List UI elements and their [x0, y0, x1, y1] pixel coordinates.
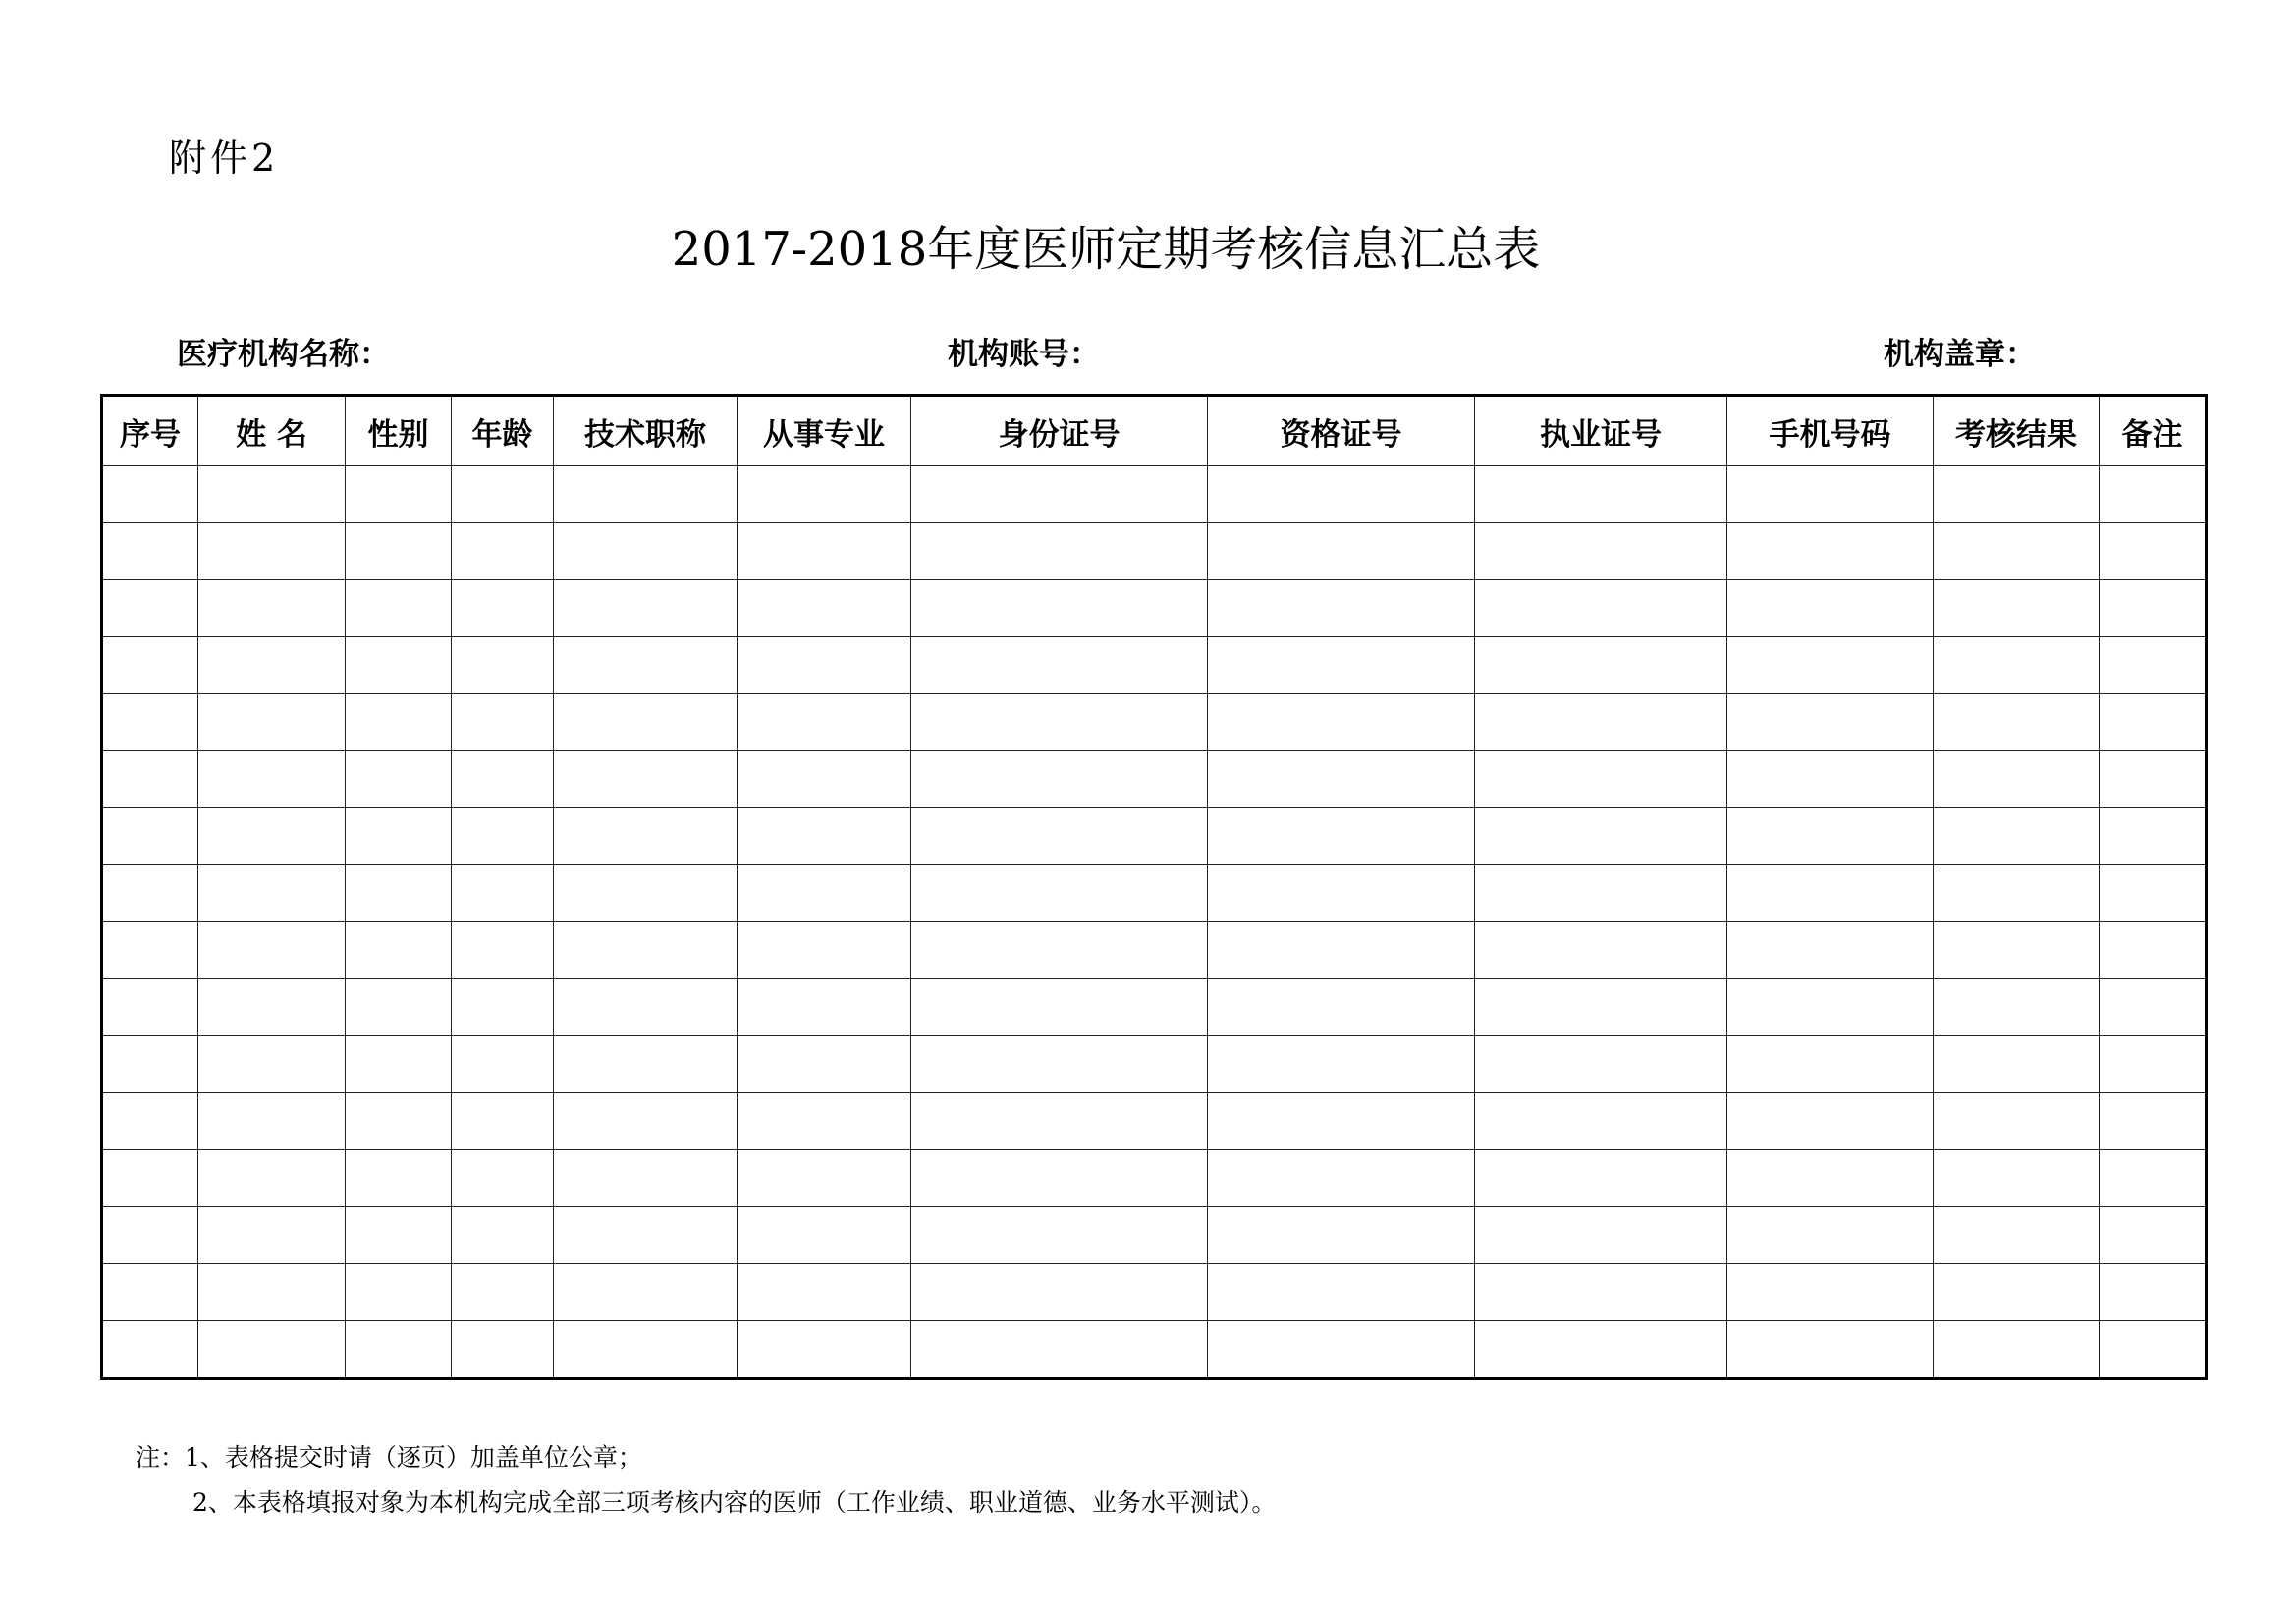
table-cell[interactable] [102, 694, 198, 751]
table-cell[interactable] [452, 808, 554, 865]
table-cell[interactable] [452, 466, 554, 523]
table-cell[interactable] [554, 1207, 738, 1264]
table-cell[interactable] [346, 694, 452, 751]
header-gender: 性别 [346, 396, 452, 466]
table-cell[interactable] [1934, 1264, 2100, 1321]
table-row [102, 1036, 2207, 1093]
table-cell[interactable] [102, 1321, 198, 1379]
table-row [102, 1150, 2207, 1207]
table-cell[interactable] [554, 1036, 738, 1093]
table-cell[interactable] [738, 751, 911, 808]
table-cell[interactable] [1934, 1150, 2100, 1207]
table-cell[interactable] [1934, 1036, 2100, 1093]
table-cell[interactable] [554, 1264, 738, 1321]
table-cell[interactable] [1934, 865, 2100, 922]
table-cell[interactable] [346, 751, 452, 808]
table-cell[interactable] [738, 694, 911, 751]
table-cell[interactable] [2100, 1036, 2207, 1093]
table-cell[interactable] [1208, 1093, 1475, 1150]
table-cell[interactable] [2100, 694, 2207, 751]
table-cell[interactable] [911, 808, 1208, 865]
table-cell[interactable] [1208, 751, 1475, 808]
table-row [102, 637, 2207, 694]
table-cell[interactable] [102, 580, 198, 637]
table-cell[interactable] [1727, 1264, 1934, 1321]
table-cell[interactable] [1934, 523, 2100, 580]
table-cell[interactable] [198, 865, 346, 922]
table-row [102, 580, 2207, 637]
table-cell[interactable] [738, 637, 911, 694]
header-practice-cert: 执业证号 [1475, 396, 1727, 466]
table-cell[interactable] [738, 865, 911, 922]
table-cell[interactable] [102, 751, 198, 808]
table-header-row [102, 396, 2207, 466]
table-cell[interactable] [1208, 580, 1475, 637]
table-cell[interactable] [1727, 979, 1934, 1036]
table-cell[interactable] [1475, 466, 1727, 523]
table-cell[interactable] [452, 865, 554, 922]
table-cell[interactable] [198, 694, 346, 751]
table-cell[interactable] [1934, 1207, 2100, 1264]
table-cell[interactable] [346, 580, 452, 637]
table-cell[interactable] [1475, 637, 1727, 694]
table-cell[interactable] [102, 637, 198, 694]
table-cell[interactable] [1208, 694, 1475, 751]
table-cell[interactable] [1934, 637, 2100, 694]
table-cell[interactable] [738, 1207, 911, 1264]
table-cell[interactable] [1934, 1093, 2100, 1150]
table-cell[interactable] [554, 1150, 738, 1207]
table-cell[interactable] [452, 922, 554, 979]
table-cell[interactable] [198, 466, 346, 523]
table-cell[interactable] [102, 1036, 198, 1093]
table-cell[interactable] [2100, 1264, 2207, 1321]
table-cell[interactable] [911, 1093, 1208, 1150]
table-cell[interactable] [346, 1093, 452, 1150]
table-cell[interactable] [1727, 751, 1934, 808]
table-cell[interactable] [2100, 580, 2207, 637]
table-cell[interactable] [911, 466, 1208, 523]
table-cell[interactable] [1727, 1036, 1934, 1093]
table-cell[interactable] [554, 466, 738, 523]
table-cell[interactable] [1208, 637, 1475, 694]
table-cell[interactable] [911, 1207, 1208, 1264]
table-cell[interactable] [198, 1150, 346, 1207]
table-cell[interactable] [738, 808, 911, 865]
table-cell[interactable] [198, 922, 346, 979]
table-cell[interactable] [1934, 979, 2100, 1036]
table-cell[interactable] [1727, 1150, 1934, 1207]
header-name: 姓 名 [198, 396, 346, 466]
table-cell[interactable] [102, 808, 198, 865]
table-cell[interactable] [102, 523, 198, 580]
table-cell[interactable] [738, 466, 911, 523]
table-row [102, 751, 2207, 808]
table-cell[interactable] [346, 466, 452, 523]
table-cell[interactable] [1727, 808, 1934, 865]
table-cell[interactable] [1208, 808, 1475, 865]
table-cell[interactable] [198, 1264, 346, 1321]
table-cell[interactable] [1475, 922, 1727, 979]
table-cell[interactable] [102, 979, 198, 1036]
table-cell[interactable] [346, 922, 452, 979]
table-cell[interactable] [1475, 1321, 1727, 1379]
header-id-number: 身份证号 [911, 396, 1208, 466]
table-cell[interactable] [2100, 865, 2207, 922]
table-cell[interactable] [346, 1207, 452, 1264]
table-cell[interactable] [554, 637, 738, 694]
table-row [102, 1093, 2207, 1150]
table-cell[interactable] [1208, 979, 1475, 1036]
table-cell[interactable] [1475, 1264, 1727, 1321]
table-cell[interactable] [1475, 1207, 1727, 1264]
table-cell[interactable] [346, 1150, 452, 1207]
table-cell[interactable] [1934, 808, 2100, 865]
table-cell[interactable] [738, 580, 911, 637]
table-cell[interactable] [1727, 1093, 1934, 1150]
table-cell[interactable] [452, 1036, 554, 1093]
table-cell[interactable] [554, 580, 738, 637]
table-cell[interactable] [452, 523, 554, 580]
table-cell[interactable] [198, 1321, 346, 1379]
table-cell[interactable] [346, 808, 452, 865]
attachment-label: 附件2 [169, 136, 280, 180]
table-cell[interactable] [2100, 751, 2207, 808]
table-cell[interactable] [1727, 922, 1934, 979]
table-cell[interactable] [452, 637, 554, 694]
table-cell[interactable] [738, 523, 911, 580]
table-cell[interactable] [198, 751, 346, 808]
table-cell[interactable] [1475, 1036, 1727, 1093]
table-cell[interactable] [1208, 865, 1475, 922]
table-cell[interactable] [452, 1264, 554, 1321]
table-cell[interactable] [911, 751, 1208, 808]
table-cell[interactable] [554, 922, 738, 979]
table-cell[interactable] [911, 1036, 1208, 1093]
notes [136, 1435, 1276, 1526]
table-cell[interactable] [198, 1036, 346, 1093]
table-cell[interactable] [911, 1264, 1208, 1321]
table-cell[interactable] [738, 922, 911, 979]
header-technical-title: 技术职称 [554, 396, 738, 466]
table-cell[interactable] [554, 694, 738, 751]
table-cell[interactable] [911, 1150, 1208, 1207]
table-cell[interactable] [1208, 1321, 1475, 1379]
table-cell[interactable] [2100, 1321, 2207, 1379]
institution-name-label: 医疗机构名称： [177, 337, 390, 372]
table-cell[interactable] [738, 1093, 911, 1150]
table-cell[interactable] [452, 1093, 554, 1150]
table-cell[interactable] [102, 1150, 198, 1207]
table-cell[interactable] [911, 922, 1208, 979]
table-cell[interactable] [452, 1321, 554, 1379]
table-cell[interactable] [1934, 694, 2100, 751]
table-cell[interactable] [1475, 865, 1727, 922]
table-row [102, 1321, 2207, 1379]
table-cell[interactable] [911, 865, 1208, 922]
table-cell[interactable] [554, 865, 738, 922]
table-cell[interactable] [452, 694, 554, 751]
table-cell[interactable] [346, 865, 452, 922]
table-cell[interactable] [2100, 1093, 2207, 1150]
table-cell[interactable] [452, 979, 554, 1036]
table-cell[interactable] [1475, 1150, 1727, 1207]
table-cell[interactable] [2100, 979, 2207, 1036]
table-cell[interactable] [911, 1321, 1208, 1379]
header-phone: 手机号码 [1727, 396, 1934, 466]
table-cell[interactable] [346, 1321, 452, 1379]
table-cell[interactable] [102, 1207, 198, 1264]
table-cell[interactable] [198, 1207, 346, 1264]
institution-seal-label: 机构盖章： [1884, 337, 2036, 372]
table-cell[interactable] [1475, 523, 1727, 580]
table-row [102, 1207, 2207, 1264]
header-index: 序号 [102, 396, 198, 466]
table-cell[interactable] [738, 1150, 911, 1207]
table-cell[interactable] [2100, 1207, 2207, 1264]
table-cell[interactable] [1208, 922, 1475, 979]
table-cell[interactable] [1475, 808, 1727, 865]
table-cell[interactable] [1475, 1093, 1727, 1150]
table-cell[interactable] [198, 979, 346, 1036]
table-cell[interactable] [198, 1093, 346, 1150]
table-cell[interactable] [1727, 694, 1934, 751]
header-remarks: 备注 [2100, 396, 2207, 466]
table-cell[interactable] [1208, 1207, 1475, 1264]
table-cell[interactable] [346, 1036, 452, 1093]
table-body [102, 466, 2207, 1379]
header-qualification-cert: 资格证号 [1208, 396, 1475, 466]
table-cell[interactable] [1934, 580, 2100, 637]
table-cell[interactable] [738, 1264, 911, 1321]
note-1: 注：1、表格提交时请（逐页）加盖单位公章； [136, 1443, 642, 1472]
table-cell[interactable] [554, 523, 738, 580]
header-assessment-result: 考核结果 [1934, 396, 2100, 466]
table-row [102, 466, 2207, 523]
table-cell[interactable] [346, 523, 452, 580]
table-cell[interactable] [1727, 1207, 1934, 1264]
table-cell[interactable] [911, 580, 1208, 637]
table-cell[interactable] [346, 637, 452, 694]
table-cell[interactable] [738, 1036, 911, 1093]
table-cell[interactable] [738, 1321, 911, 1379]
page-title: 2017-2018年度医师定期考核信息汇总表 [671, 222, 1541, 277]
table-cell[interactable] [346, 1264, 452, 1321]
table-cell[interactable] [1934, 751, 2100, 808]
table-cell[interactable] [1727, 865, 1934, 922]
table-cell[interactable] [1475, 580, 1727, 637]
table-row [102, 1264, 2207, 1321]
table-cell[interactable] [102, 1093, 198, 1150]
table-cell[interactable] [911, 694, 1208, 751]
table-cell[interactable] [1934, 1321, 2100, 1379]
table-row [102, 922, 2207, 979]
table-cell[interactable] [102, 865, 198, 922]
table-cell[interactable] [911, 523, 1208, 580]
summary-table [100, 394, 2208, 1380]
table-cell[interactable] [1934, 922, 2100, 979]
table-row [102, 979, 2207, 1036]
table-row [102, 865, 2207, 922]
table-cell[interactable] [452, 1150, 554, 1207]
table-cell[interactable] [2100, 466, 2207, 523]
table-row [102, 694, 2207, 751]
table-cell[interactable] [102, 922, 198, 979]
table-cell[interactable] [102, 1264, 198, 1321]
table-cell[interactable] [2100, 523, 2207, 580]
table-cell[interactable] [1727, 523, 1934, 580]
table-cell[interactable] [1475, 694, 1727, 751]
header-age: 年龄 [452, 396, 554, 466]
table-cell[interactable] [1475, 979, 1727, 1036]
table-cell[interactable] [452, 1207, 554, 1264]
table-row [102, 808, 2207, 865]
table-cell[interactable] [738, 979, 911, 1036]
table-cell[interactable] [452, 580, 554, 637]
table-cell[interactable] [1727, 466, 1934, 523]
table-cell[interactable] [1934, 466, 2100, 523]
table-cell[interactable] [102, 466, 198, 523]
table-cell[interactable] [2100, 1150, 2207, 1207]
table-cell[interactable] [1208, 466, 1475, 523]
table-cell[interactable] [1208, 1150, 1475, 1207]
table-cell[interactable] [554, 1321, 738, 1379]
table-cell[interactable] [198, 637, 346, 694]
table-cell[interactable] [1475, 751, 1727, 808]
table-cell[interactable] [1727, 580, 1934, 637]
table-cell[interactable] [2100, 637, 2207, 694]
header-specialty: 从事专业 [738, 396, 911, 466]
table-cell[interactable] [554, 979, 738, 1036]
table-cell[interactable] [346, 979, 452, 1036]
table-cell[interactable] [1727, 637, 1934, 694]
table-cell[interactable] [554, 1093, 738, 1150]
table-cell[interactable] [198, 580, 346, 637]
table-cell[interactable] [1208, 523, 1475, 580]
table-cell[interactable] [911, 979, 1208, 1036]
table-cell[interactable] [911, 637, 1208, 694]
note-2: 2、本表格填报对象为本机构完成全部三项考核内容的医师（工作业绩、职业道德、业务水平测试）。 [192, 1488, 1277, 1517]
table-cell[interactable] [554, 808, 738, 865]
table-cell[interactable] [198, 523, 346, 580]
table-cell[interactable] [2100, 922, 2207, 979]
table-cell[interactable] [2100, 808, 2207, 865]
table-cell[interactable] [554, 751, 738, 808]
table-row [102, 523, 2207, 580]
table-cell[interactable] [452, 751, 554, 808]
table-cell[interactable] [1208, 1036, 1475, 1093]
table-cell[interactable] [1208, 1264, 1475, 1321]
table-cell[interactable] [1727, 1321, 1934, 1379]
institution-account-label: 机构账号： [948, 337, 1100, 372]
table-cell[interactable] [198, 808, 346, 865]
